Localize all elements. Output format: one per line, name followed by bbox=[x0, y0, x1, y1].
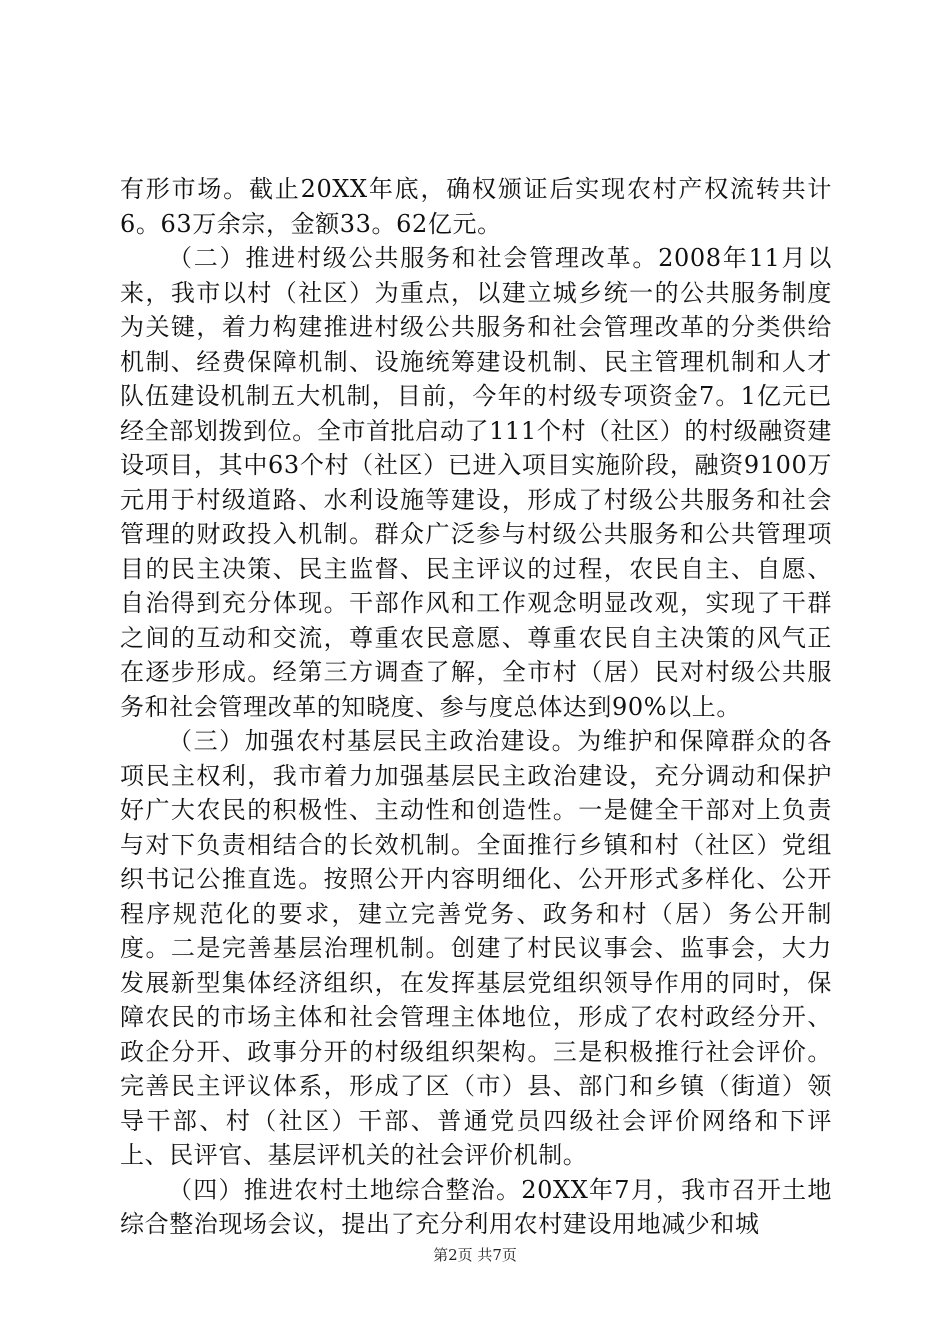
body-text bbox=[120, 172, 832, 1242]
page-footer: 第2页 共7页 bbox=[433, 1246, 517, 1264]
paragraph-1: 有形市场。截止20XX年底，确权颁证后实现农村产权流转共计6。63万余宗，金额33。62亿元。 bbox=[120, 175, 832, 238]
paragraph-2: （二）推进村级公共服务和社会管理改革。2008年11月以来，我市以村（社区）为重点，以建立城乡统一的公共服务制度为关键，着力构建推进村级公共服务和社会管理改革的分类供给机制、经费保障机制、设施统筹建设机制、民主管理机制和人才队伍建设机制五大机制，目前，今年的村级专项资金7。1亿元已经全部划拨到位。全市首批启动了111个村（社区）的村级融资建设项目，其中63个村（社区）已进入项目实施阶段，融资9100万元用于村级道路、水利设施等建设，形成了村级公共服务和社会管理的财政投入机制。群众广泛参与村级公共服务和公共管理项目的民主决策、民主监督、民主评议的过程，农民自主、自愿、自治得到充分体现。干部作风和工作观念明显改观，实现了干群之间的互动和交流，尊重农民意愿、尊重农民自主决策的风气正在逐步形成。经第三方调查了解，全市村（居）民对村级公共服务和社会管理改革的知晓度、参与度总体达到90%以上。 bbox=[120, 244, 832, 721]
paragraph-3: （三）加强农村基层民主政治建设。为维护和保障群众的各项民主权利，我市着力加强基层民主政治建设，充分调动和保护好广大农民的积极性、主动性和创造性。一是健全干部对上负责与对下负责相结合的长效机制。全面推行乡镇和村（社区）党组织书记公推直选。按照公开内容明细化、公开形式多样化、公开程序规范化的要求，建立完善党务、政务和村（居）务公开制度。二是完善基层治理机制。创建了村民议事会、监事会，大力发展新型集体经济组织，在发挥基层党组织领导作用的同时，保障农民的市场主体和社会管理主体地位，形成了农村政经分开、政企分开、政事分开的村级组织架构。三是积极推行社会评价。完善民主评议体系，形成了区（市）县、部门和乡镇（街道）领导干部、村（社区）干部、普通党员四级社会评价网络和下评上、民评官、基层评机关的社会评价机制。 bbox=[120, 727, 832, 1169]
paragraph-4: （四）推进农村土地综合整治。20XX年7月，我市召开土地综合整治现场会议，提出了充分利用农村建设用地减少和城 bbox=[120, 1175, 832, 1238]
